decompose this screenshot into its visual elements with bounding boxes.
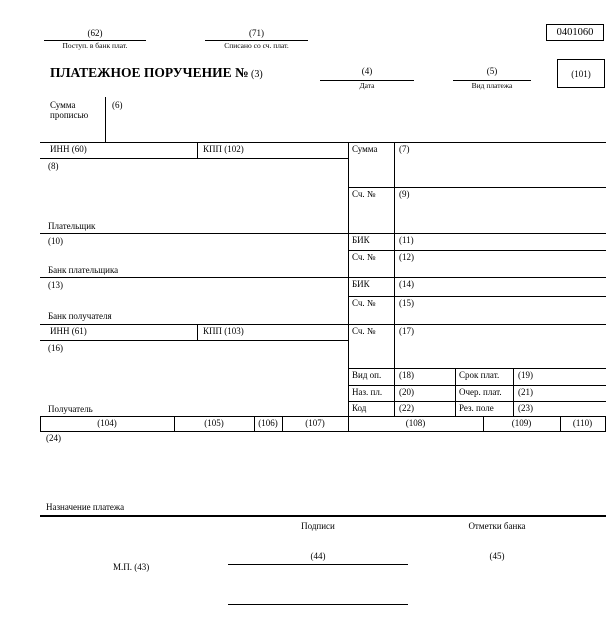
label-debited-from-account: Списано со сч. плат. <box>224 41 289 50</box>
field-10-payer-bank: (10) <box>48 236 63 246</box>
label-reserve-field: Рез. поле <box>459 403 494 413</box>
field-104: (104) <box>97 418 117 428</box>
label-payee-bank: Банк получателя <box>48 311 112 321</box>
rule <box>455 368 456 416</box>
field-17-payee-account: (17) <box>399 326 414 336</box>
rule <box>348 250 606 251</box>
label-bank-marks: Отметки банка <box>468 521 526 531</box>
payer-status-box <box>557 59 605 88</box>
label-payer-kpp: КПП (102) <box>203 144 244 154</box>
field-109: (109) <box>511 418 532 428</box>
label-payer-bank-account: Сч. № <box>352 252 376 262</box>
field-110: (110) <box>572 418 593 428</box>
signature-rule <box>228 604 408 605</box>
field-12-payer-bank-account: (12) <box>399 252 414 262</box>
label-payment-kind: Вид платежа <box>471 81 513 90</box>
field-5-payment-kind: (5) <box>486 66 498 76</box>
rule <box>348 385 606 386</box>
field-18-operation-type: (18) <box>399 370 414 380</box>
field-107: (107) <box>305 418 325 428</box>
label-payment-term: Срок плат. <box>459 370 500 380</box>
field-71: (71) <box>249 28 264 38</box>
field-14-payee-bank-bik: (14) <box>399 279 414 289</box>
order-number-field: (3) <box>251 69 263 80</box>
field-19-payment-term: (19) <box>518 370 533 380</box>
rule <box>348 142 349 416</box>
form-code: 0401060 <box>556 27 594 38</box>
field-44-signature: (44) <box>310 551 326 561</box>
label-payee-inn: ИНН (61) <box>50 326 87 336</box>
label-code: Код <box>352 403 367 413</box>
field-24-payment-purpose: (24) <box>46 433 61 443</box>
field-9-payer-account: (9) <box>399 189 410 199</box>
field-22-code: (22) <box>399 403 414 413</box>
label-amount: Сумма <box>352 144 378 154</box>
field-4-date: (4) <box>361 66 373 76</box>
label-amount-in-words: Сумма прописью <box>50 100 89 121</box>
rule <box>197 324 198 340</box>
rule <box>40 158 348 159</box>
rule <box>40 277 606 278</box>
signature-rule <box>228 564 408 565</box>
field-23-reserve-field: (23) <box>518 403 533 413</box>
field-106: (106) <box>258 418 278 428</box>
label-payee-bank-bik: БИК <box>352 279 370 289</box>
field-108: (108) <box>405 418 426 428</box>
label-payment-order: Очер. плат. <box>459 387 502 397</box>
field-105: (105) <box>204 418 224 428</box>
field-45-bank-mark: (45) <box>489 551 505 561</box>
label-payee: Получатель <box>48 404 93 414</box>
rule <box>40 142 606 143</box>
field-15-payee-bank-account: (15) <box>399 298 414 308</box>
page-title: ПЛАТЕЖНОЕ ПОРУЧЕНИЕ № (3) <box>50 65 263 80</box>
label-signatures: Подписи <box>301 521 335 531</box>
rule <box>348 368 606 369</box>
rule <box>40 416 606 417</box>
rule <box>348 187 606 188</box>
field-43-stamp-place: М.П. (43) <box>113 562 150 572</box>
form-code-box <box>546 24 604 41</box>
label-payment-purpose-code: Наз. пл. <box>352 387 383 397</box>
field-101-status: (101) <box>571 68 591 79</box>
label-payer-bank-bik: БИК <box>352 235 370 245</box>
field-6-amount-in-words: (6) <box>112 100 123 110</box>
label-date: Дата <box>359 81 375 90</box>
rule <box>40 233 606 234</box>
field-8-payer-name: (8) <box>48 161 59 171</box>
label-payment-purpose: Назначение платежа <box>46 502 125 512</box>
rule <box>605 416 606 431</box>
rule <box>394 142 395 416</box>
label-payer-account: Сч. № <box>352 189 376 199</box>
label-payee-account: Сч. № <box>352 326 376 336</box>
label-payer: Плательщик <box>48 221 96 231</box>
rule <box>513 368 514 416</box>
field-20-payment-purpose-code: (20) <box>399 387 414 397</box>
rule <box>348 296 606 297</box>
field-7-amount: (7) <box>399 144 410 154</box>
rule <box>40 515 606 517</box>
rule <box>40 340 348 341</box>
label-payee-kpp: КПП (103) <box>203 326 244 336</box>
rule <box>40 431 606 432</box>
label-received-in-bank: Поступ. в банк плат. <box>62 41 128 50</box>
rule <box>348 401 606 402</box>
label-payer-inn: ИНН (60) <box>50 144 87 154</box>
field-62: (62) <box>87 28 103 38</box>
label-payee-bank-account: Сч. № <box>352 298 376 308</box>
rule <box>40 324 606 325</box>
rule <box>105 97 106 142</box>
label-operation-type: Вид оп. <box>352 370 382 380</box>
field-16-payee-name: (16) <box>48 343 63 353</box>
field-11-payer-bank-bik: (11) <box>399 235 414 245</box>
field-13-payee-bank: (13) <box>48 280 63 290</box>
rule <box>197 142 198 158</box>
label-payer-bank: Банк плательщика <box>48 265 119 275</box>
field-21-payment-order: (21) <box>518 387 533 397</box>
